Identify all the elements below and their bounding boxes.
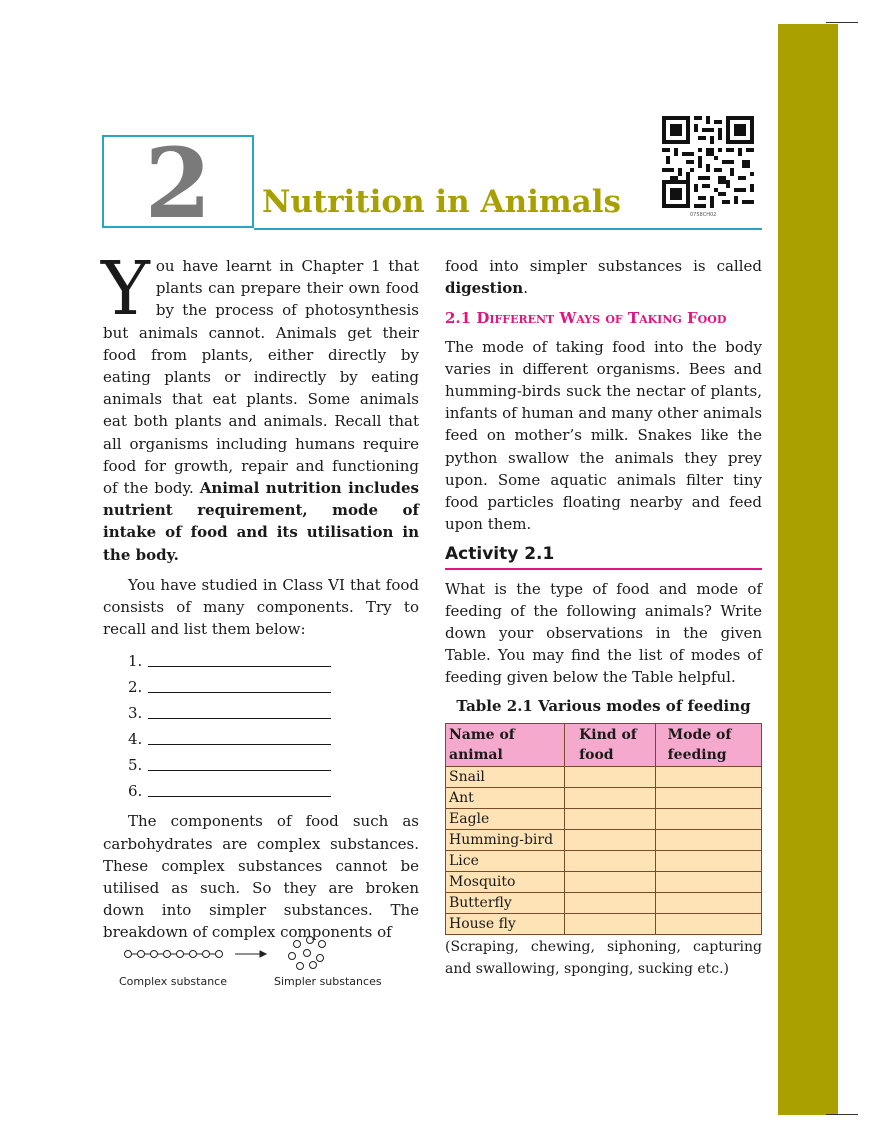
table-row (446, 829, 762, 850)
table-row (446, 913, 762, 934)
digestion-text: food into simpler substances is called (445, 257, 762, 275)
intro-text: ou have learnt in Chapter 1 that plants can prepare their own food by the process of photosynthesis but animals cannot. Animals get their food from plants, either directly by eating plants or indirectly by eating animals that eat plants. Some animals eat both plants and animals. Recall that all organisms including humans require food for growth, repair and functioning of the body. (103, 257, 419, 498)
food-cell[interactable] (565, 892, 656, 913)
crop-mark-bottom (826, 1114, 858, 1115)
header-kind-of-food: Kind of food (565, 723, 656, 766)
feeding-cell[interactable] (655, 787, 761, 808)
list-number: 2. (128, 678, 143, 697)
feeding-cell[interactable] (655, 766, 761, 787)
food-cell[interactable] (565, 787, 656, 808)
simpler-substances-label: Simpler substances (274, 975, 382, 988)
blank-list (103, 646, 419, 802)
crop-mark-top (826, 22, 858, 23)
table-row (446, 850, 762, 871)
header-name-of-animal: Name of animal (446, 723, 565, 766)
blank-line[interactable] (148, 782, 331, 797)
animal-cell: Humming-bird (446, 829, 565, 850)
chapter-number: 2 (144, 126, 212, 240)
animal-cell: Mosquito (446, 871, 565, 892)
food-cell[interactable] (565, 766, 656, 787)
table-row (446, 892, 762, 913)
feeding-table (445, 723, 762, 935)
blank-line[interactable] (148, 704, 331, 719)
breakdown-paragraph: The components of food such as carbohydrates are complex substances. These complex substances cannot be utilised as such. So they are broken down into simpler substances. The breakdown of complex components of (103, 812, 419, 942)
list-item (103, 672, 419, 698)
blank-line[interactable] (148, 730, 331, 745)
food-cell[interactable] (565, 808, 656, 829)
qr-code-icon[interactable] (662, 116, 754, 208)
digestion-diagram-graphic (112, 934, 412, 976)
modes-paragraph: The mode of taking food into the body varies in different organisms. Bees and humming-birds suck the nectar of plants, infants of human and many other animals feed on mother’s milk. Snakes like the python swallow the animals they prey upon. Some aquatic animals filter tiny food particles floating nearby and feed upon them. (445, 337, 763, 534)
digestion-end: . (523, 279, 528, 298)
table-row (446, 766, 762, 787)
list-item (103, 750, 419, 776)
chapter-title: Nutrition in Animals (262, 184, 621, 220)
table-header-row (446, 723, 762, 766)
feeding-cell[interactable] (655, 871, 761, 892)
left-column (101, 246, 419, 944)
table-row (446, 787, 762, 808)
table-row (446, 871, 762, 892)
list-number: 6. (128, 782, 143, 801)
animal-cell: Snail (446, 766, 565, 787)
digestion-paragraph (445, 255, 762, 299)
right-column (445, 255, 762, 980)
header-mode-of-feeding: Mode of feeding (655, 723, 761, 766)
blank-line[interactable] (148, 756, 331, 771)
feeding-cell[interactable] (655, 829, 761, 850)
drop-cap: Y (101, 246, 150, 332)
chapter-number-box (102, 126, 254, 240)
complex-substance-label: Complex substance (119, 975, 228, 988)
table-row (446, 808, 762, 829)
list-item (103, 646, 419, 672)
digestion-diagram (112, 934, 412, 994)
animal-cell: Lice (446, 850, 565, 871)
components-paragraph: You have studied in Class VI that food consists of many components. Try to recall and list them below: (103, 575, 419, 639)
food-cell[interactable] (565, 829, 656, 850)
animal-cell: Butterfly (446, 892, 565, 913)
feeding-cell[interactable] (655, 892, 761, 913)
list-item (103, 724, 419, 750)
food-cell[interactable] (565, 913, 656, 934)
food-cell[interactable] (565, 850, 656, 871)
intro-bold-text: Animal nutrition includes nutrient requirement, mode of intake of food and its utilisation in the body. (103, 479, 419, 564)
list-number: 3. (128, 704, 143, 723)
list-item (103, 698, 419, 724)
list-number: 4. (128, 730, 143, 749)
activity-heading: Activity 2.1 (445, 543, 762, 569)
table-caption: Table 2.1 Various modes of feeding (456, 696, 751, 715)
blank-line[interactable] (148, 678, 331, 693)
animal-cell: House fly (446, 913, 565, 934)
feeding-cell[interactable] (655, 850, 761, 871)
side-color-bar (778, 24, 838, 1115)
feeding-cell[interactable] (655, 808, 761, 829)
list-number: 1. (128, 652, 143, 671)
list-number: 5. (128, 756, 143, 775)
digestion-term: digestion (445, 279, 524, 298)
animal-cell: Ant (446, 787, 565, 808)
section-heading: 2.1 Different Ways of Taking Food (445, 309, 727, 328)
activity-paragraph: What is the type of food and mode of feeding of the following animals? Write down your observations in the given Table. You may find the list of modes of feeding given below the Table helpful. (445, 579, 762, 687)
title-underline (254, 228, 762, 230)
table-note: (Scraping, chewing, siphoning, capturing and swallowing, sponging, sucking etc.) (445, 938, 762, 977)
animal-cell: Eagle (446, 808, 565, 829)
blank-line[interactable] (148, 652, 331, 667)
intro-paragraph (101, 246, 419, 566)
qr-code-label: 0758CH02 (690, 212, 717, 218)
food-cell[interactable] (565, 871, 656, 892)
list-item (103, 776, 419, 802)
feeding-cell[interactable] (655, 913, 761, 934)
